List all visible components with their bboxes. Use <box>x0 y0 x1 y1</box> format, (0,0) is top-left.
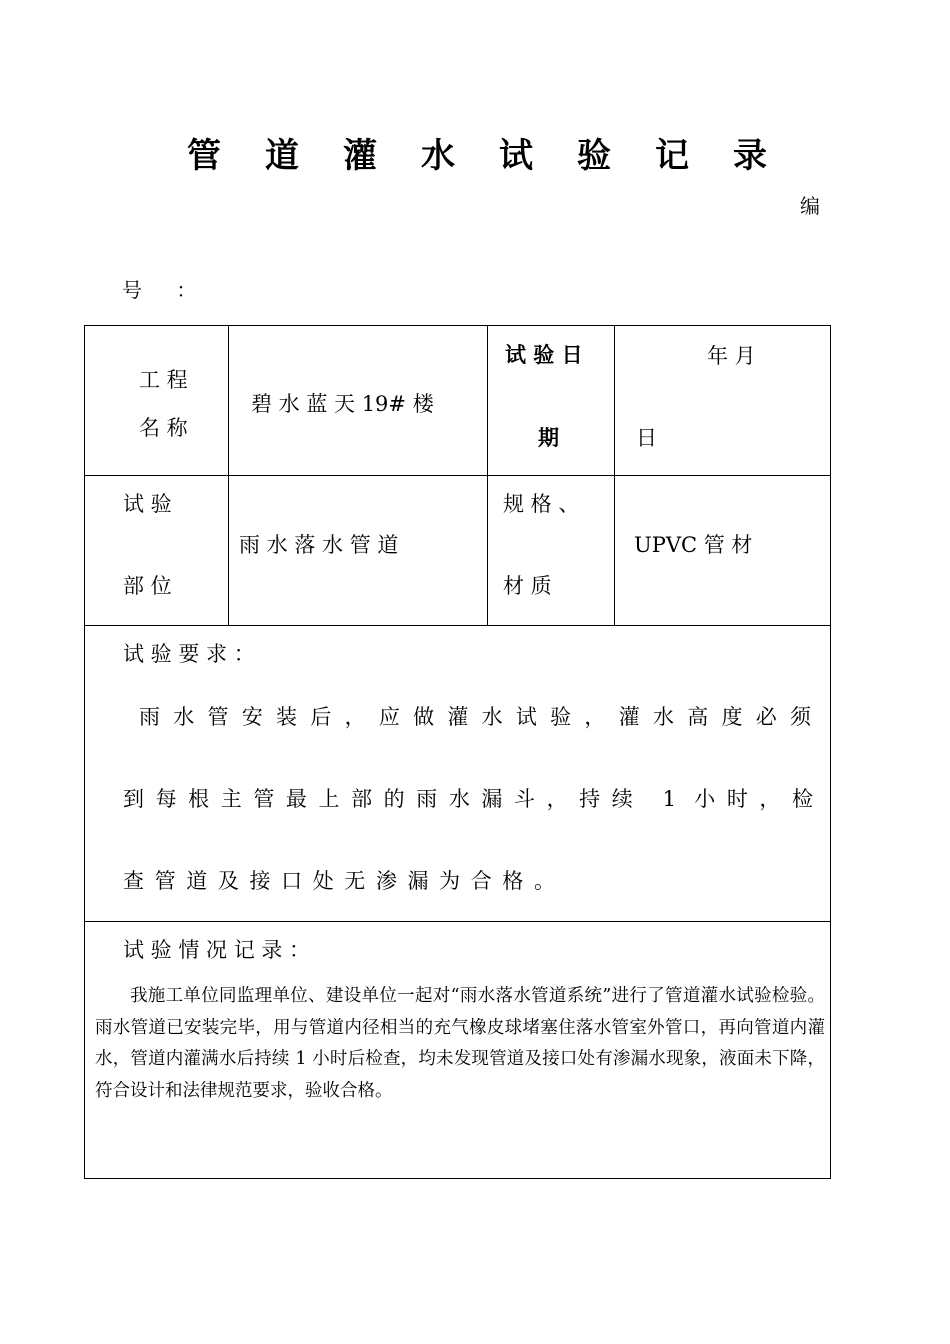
test-date-value-line2: 日 <box>636 426 657 450</box>
title-char: 水 <box>421 136 459 176</box>
column-divider <box>614 475 615 625</box>
title-char: 灌 <box>343 136 381 176</box>
column-divider <box>614 326 615 475</box>
table-row-part <box>85 475 830 626</box>
column-divider <box>487 326 488 475</box>
column-divider <box>487 475 488 625</box>
title-char: 验 <box>577 136 615 176</box>
project-name-value: 碧 水 蓝 天 19# 楼 <box>251 392 434 416</box>
project-name-label-line1: 工 程 <box>139 368 188 392</box>
project-name-label-line2: 名 称 <box>139 416 188 440</box>
document-title <box>0 128 950 177</box>
column-divider <box>228 475 229 625</box>
test-date-label-line2: 期 <box>538 426 559 450</box>
title-char: 试 <box>499 136 537 176</box>
table-row-requirements <box>85 625 830 922</box>
serial-number-label-part2: 号 ： <box>122 278 211 302</box>
table-row-project <box>85 326 830 476</box>
requirement-line: 雨水管安装后，应做灌水试验，灌水高度必须 <box>139 705 811 729</box>
requirement-line: 查管道及接口处无渗漏为合格。 <box>123 869 555 893</box>
test-record-table <box>84 325 831 1179</box>
test-record-label: 试 验 情 况 记 录 ： <box>123 938 311 962</box>
spec-material-label-line2: 材 质 <box>503 574 552 598</box>
test-date-value-line1: 年 月 <box>707 344 756 368</box>
title-char: 道 <box>265 136 303 176</box>
title-char: 记 <box>655 136 693 176</box>
test-record-text: 我施工单位同监理单位、建设单位一起对“雨水落水管道系统”进行了管道灌水试验检验。雨水管道已安装完毕，用与管道内径相当的充气橡皮球堵塞住落水管室外管口，再向管道内灌水，管道内灌满水后持续 1 小时后检查，均未发现管道及接口处有渗漏水现象，液面未下降，符合设计和法律规范要求，验收合格。 <box>95 986 825 1101</box>
spec-material-value: UPVC 管 材 <box>634 533 753 557</box>
test-part-value: 雨 水 落 水 管 道 <box>239 533 399 557</box>
test-requirements-label: 试 验 要 求 ： <box>123 642 255 666</box>
requirement-line: 到每根主管最上部的雨水漏斗，持续 1 小时，检 <box>123 787 813 811</box>
test-date-label-line1: 试 验 日 <box>505 343 583 367</box>
title-char: 管 <box>187 136 225 176</box>
table-row-record <box>85 921 830 1178</box>
spec-material-label-line1: 规 格 、 <box>503 492 580 516</box>
test-part-label-line2: 部 位 <box>123 574 172 598</box>
test-part-label-line1: 试 验 <box>123 492 172 516</box>
title-char: 录 <box>733 136 771 176</box>
column-divider <box>228 326 229 475</box>
serial-number-label-part1: 编 <box>800 194 820 218</box>
